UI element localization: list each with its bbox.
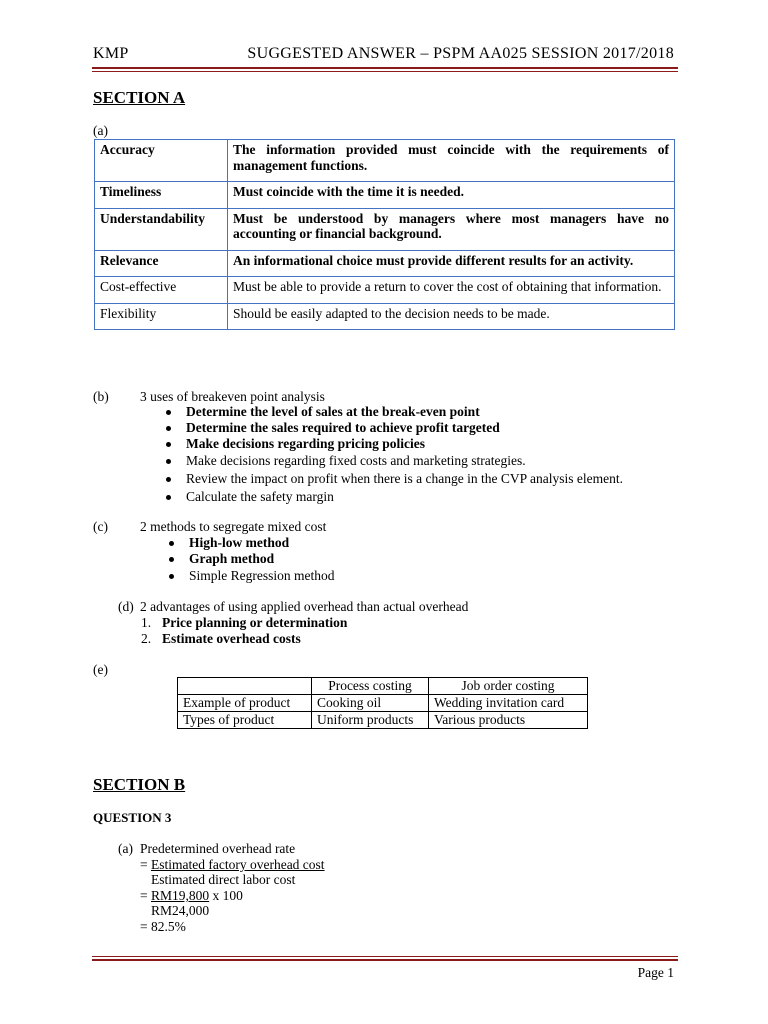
table-row [95,140,675,182]
footer-rule-thin [92,956,678,957]
section-b-title: SECTION B [93,775,186,794]
bullet-icon [166,442,171,447]
part-c-label: (c) [93,519,108,534]
list-item: High-low method [189,535,290,550]
page-number: Page 1 [637,965,674,980]
table-row [178,695,588,712]
bullet-icon [166,459,171,464]
part-e-label: (e) [93,662,108,677]
term-cell: Accuracy [95,140,228,182]
desc-cell: The information provided must coincide with the requirements of management functions. [228,140,675,182]
table-cell: Various products [429,712,588,729]
bullet-icon [166,495,171,500]
formula-result: = 82.5% [140,919,186,934]
desc-cell: Must be understood by managers where most managers have no accounting or financial background. [228,208,675,250]
question-title: QUESTION 3 [93,810,172,825]
footer-rule [92,959,678,961]
term-cell: Relevance [95,250,228,277]
list-item: Price planning or determination [162,615,348,630]
formula-numerator: Estimated factory overhead cost [151,857,325,872]
header-rule [92,67,678,69]
list-number: 2. [141,631,152,646]
bullet-icon [166,477,171,482]
list-item: Determine the sales required to achieve profit targeted [186,420,500,435]
header-rule-thin [92,71,678,72]
desc-cell: Must coincide with the time it is needed. [228,182,675,209]
section-a-title: SECTION A [93,88,186,107]
list-number: 1. [141,615,152,630]
table-cell: Cooking oil [312,695,429,712]
list-item: Make decisions regarding pricing policies [186,436,425,451]
term-cell: Flexibility [95,303,228,330]
header-left: KMP [93,45,129,62]
formula-numerator: RM19,800 [151,888,210,903]
bullet-icon [169,541,174,546]
table-row [95,277,675,304]
term-cell: Understandability [95,208,228,250]
part-a-label: (a) [93,123,108,138]
list-item: Simple Regression method [189,568,335,583]
formula-line-2 [140,888,243,904]
list-item: Calculate the safety margin [186,489,334,504]
bullet-icon [169,557,174,562]
list-item: Estimate overhead costs [162,631,301,646]
part-c-heading: 2 methods to segregate mixed cost [140,519,327,534]
part-d-label: (d) [118,599,134,614]
costing-comparison-table [177,677,588,729]
question-part-heading: Predetermined overhead rate [140,841,296,856]
table-header-row [178,678,588,695]
table-cell: Example of product [178,695,312,712]
list-item: Make decisions regarding fixed costs and marketing strategies. [186,453,526,468]
table-row [178,712,588,729]
table-cell: Wedding invitation card [429,695,588,712]
bullet-icon [166,410,171,415]
desc-cell: Should be easily adapted to the decision needs to be made. [228,303,675,330]
part-d-heading: 2 advantages of using applied overhead than actual overhead [140,599,469,614]
bullet-icon [166,426,171,431]
formula-denominator: RM24,000 [151,903,210,918]
table-row [95,182,675,209]
table-cell: Types of product [178,712,312,729]
question-part-label: (a) [118,841,133,856]
part-b-heading: 3 uses of breakeven point analysis [140,389,325,404]
bullet-icon [169,574,174,579]
part-b-label: (b) [93,389,109,404]
desc-cell: An informational choice must provide different results for an activity. [228,250,675,277]
formula-line [140,857,325,873]
equals-sign: = [140,857,151,872]
header-cell: Process costing [312,678,429,695]
header-cell: Job order costing [429,678,588,695]
desc-cell: Must be able to provide a return to cover the cost of obtaining that information. [228,277,675,304]
header-title: SUGGESTED ANSWER – PSPM AA025 SESSION 2017/2018 [247,45,674,62]
table-row [95,250,675,277]
header-cell [178,678,312,695]
table-row [95,208,675,250]
term-cell: Cost-effective [95,277,228,304]
term-cell: Timeliness [95,182,228,209]
table-row [95,303,675,330]
list-item: Determine the level of sales at the break-even point [186,404,480,419]
equals-sign: = [140,888,151,903]
table-cell: Uniform products [312,712,429,729]
list-item: Review the impact on profit when there is a change in the CVP analysis element. [186,471,624,486]
formula-denominator: Estimated direct labor cost [151,872,296,887]
information-quality-table [94,139,675,330]
list-item: Graph method [189,551,275,566]
formula-multiplier: x 100 [209,888,243,903]
